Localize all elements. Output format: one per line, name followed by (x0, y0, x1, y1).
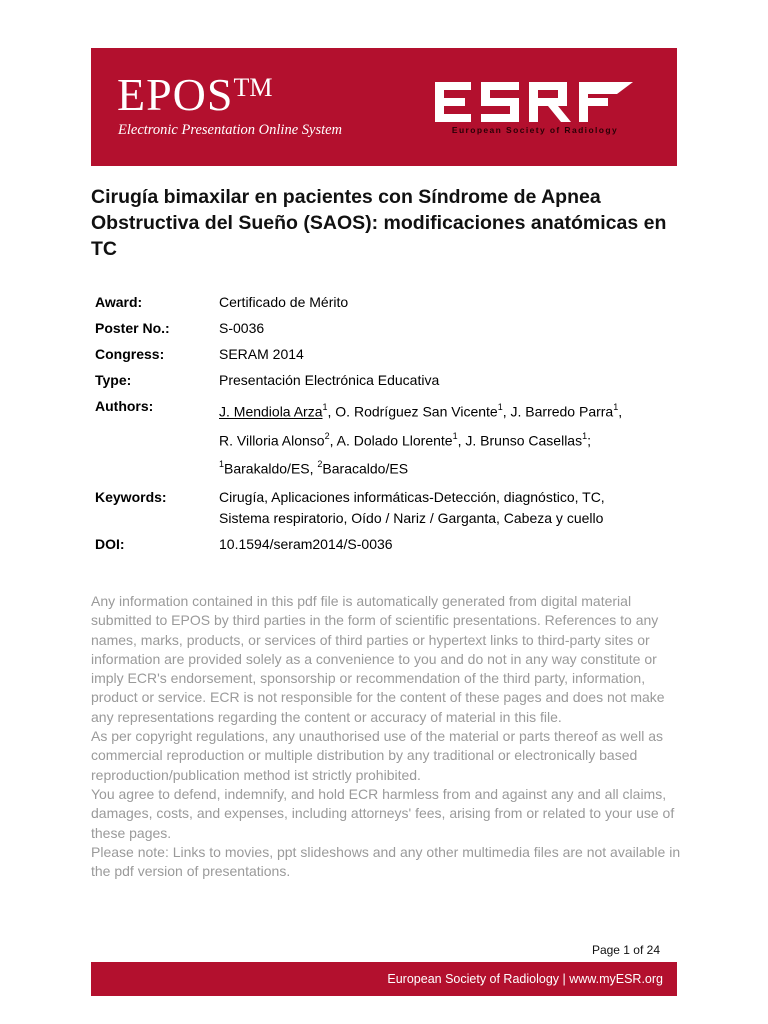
author-name: A. Dolado Llorente (336, 432, 453, 449)
author-name: O. Rodríguez San Vicente (335, 403, 498, 420)
affiliation-number: 1 (219, 459, 225, 470)
author-separator: , (502, 403, 511, 420)
footer-banner (91, 962, 677, 996)
affiliation-place: Barakaldo/ES, (224, 460, 318, 477)
disclaimer (91, 592, 681, 881)
doi-row (95, 534, 685, 555)
disclaimer-paragraph: As per copyright regulations, any unauthorised use of the material or parts thereof as well as commercial reproduction or multiple distribution by any traditional or electronically based reproduction/publication method ist strictly prohibited. (91, 728, 663, 783)
keywords-row (95, 487, 685, 529)
epos-brand: EPOS™ (117, 69, 273, 120)
keywords-line-2: Sistema respiratorio, Oído / Nariz / Garganta, Cabeza y cuello (219, 509, 604, 526)
doi-value: 10.1594/seram2014/S-0036 (219, 535, 393, 552)
poster-row (95, 318, 685, 339)
epos-subtitle: Electronic Presentation Online System (118, 122, 343, 138)
author-affiliation-mark: 1 (452, 430, 458, 441)
author-name[interactable]: J. Mendiola Arza (219, 403, 323, 420)
author-separator: ; (587, 432, 591, 449)
author-affiliation-mark: 1 (582, 430, 588, 441)
esr-tagline: European Society of Radiology (451, 125, 619, 135)
author-separator: , (457, 432, 466, 449)
disclaimer-paragraph: Any information contained in this pdf file is automatically generated from digital material submitted to EPOS by third parties in the form of scientific presentations. References to any names, marks, products, or services of third parties or hypertext links to third-party sites or information are provided solely as a convenience to you and do not in any way constitute or imply ECR's endorsement, sponsorship or recommendation of the third party, information, product or service. ECR is not responsible for the content of these pages and does not make any representations regarding the content or accuracy of material in this file. (91, 593, 665, 725)
authors-line-1 (219, 396, 685, 425)
authors-line-2 (219, 425, 685, 454)
keywords-label: Keywords: (95, 488, 167, 505)
type-row (95, 370, 685, 391)
affiliations-line (219, 453, 685, 482)
poster-value: S-0036 (219, 320, 265, 336)
esr-logo (433, 78, 637, 148)
affiliation-number: 2 (317, 459, 323, 470)
footer-text: European Society of Radiology | www.myESR.org (387, 972, 663, 986)
affiliation-place: Baracaldo/ES (322, 460, 409, 477)
keywords-line-1: Cirugía, Aplicaciones informáticas-Detección, diagnóstico, TC, (219, 488, 605, 505)
keywords-value (219, 487, 685, 529)
author-affiliation-mark: 2 (324, 430, 330, 441)
author-name: J. Barredo Parra (510, 403, 614, 420)
page-title: Cirugía bimaxilar en pacientes con Síndrome de Apnea Obstructiva del Sueño (SAOS): modificaciones anatómicas en TC (91, 186, 667, 260)
authors-row (95, 396, 685, 482)
disclaimer-paragraph: You agree to defend, indemnify, and hold ECR harmless from and against any and all claims, damages, costs, and expenses, including attorneys' fees, arising from or related to your use of these pages. (91, 785, 675, 841)
award-label: Award: (95, 294, 143, 310)
author-affiliation-mark: 1 (613, 402, 619, 412)
author-separator: , (618, 403, 623, 420)
page-number: Page 1 of 24 (591, 943, 660, 957)
header-banner (91, 48, 677, 166)
author-separator: , (327, 403, 336, 420)
award-row (95, 292, 685, 313)
trademark-mark: TM (233, 73, 273, 102)
congress-value: SERAM 2014 (219, 346, 304, 362)
doi-label: DOI: (95, 535, 125, 552)
disclaimer-paragraph: Please note: Links to movies, ppt slideshows and any other multimedia files are not available in the pdf version of presentations. (91, 843, 681, 880)
congress-label: Congress: (95, 346, 165, 362)
author-separator: , (329, 432, 337, 449)
authors-value (219, 396, 685, 482)
type-label: Type: (95, 372, 132, 388)
author-name: R. Villoria Alonso (219, 432, 325, 449)
type-value: Presentación Electrónica Educativa (219, 372, 440, 388)
author-name: J. Brunso Casellas (465, 432, 583, 449)
poster-label: Poster No.: (95, 320, 170, 336)
author-affiliation-mark: 1 (322, 402, 328, 412)
poster-metadata (95, 292, 685, 560)
authors-label: Authors: (95, 398, 154, 414)
author-affiliation-mark: 1 (497, 402, 503, 412)
congress-row (95, 344, 685, 365)
award-value: Certificado de Mérito (219, 294, 349, 310)
